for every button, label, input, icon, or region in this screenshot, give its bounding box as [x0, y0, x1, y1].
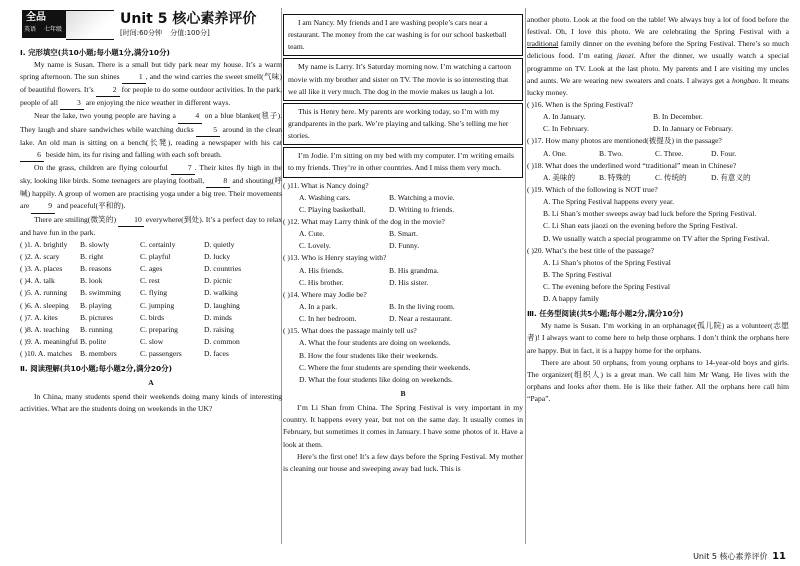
italic-word: hongbao [732, 75, 759, 85]
option: D. In January or February. [653, 124, 734, 134]
box-text: This is Henry here. My parents are working today, so I’m with my grandparents in the park. We’re playing and talking. She’s telling me her stories. [288, 106, 509, 141]
section-title: Ⅰ. 完形填空(共10小题;每小题1分,满分10分) [20, 48, 170, 57]
option: A. What the four students are doing on weekends. [299, 338, 451, 348]
passage-paragraph [20, 110, 282, 162]
option: B. swimming [80, 288, 121, 298]
option-row [20, 348, 282, 360]
badge-brand: 全品 [26, 12, 46, 23]
option: C. 传统的 [655, 172, 687, 182]
passage-text: are enjoying the nice weather in different ways. [83, 98, 231, 108]
option: A. Washing cars. [299, 192, 351, 202]
page-footer [693, 551, 786, 562]
option-row [527, 172, 789, 184]
exam-score: 分值:100分] [170, 29, 210, 37]
option: C. certainly [140, 239, 176, 249]
answer-blank: 9 [31, 200, 55, 213]
option: B. playing [80, 300, 112, 310]
option: B. slowly [80, 239, 110, 249]
option: A. In January. [543, 112, 586, 122]
question: ( )16. When is the Spring Festival? [527, 99, 633, 109]
option: ( )10. A. matches [20, 349, 73, 359]
option: ( )1. A. brightly [20, 239, 68, 249]
option: D. raising [204, 324, 234, 334]
option: B. members [80, 349, 117, 359]
option: D. minds [204, 312, 232, 322]
passage-paragraph: I’m Li Shan from China. The Spring Festival is very important in my country. It happens every year, but not on the same day. It usually comes in February, but sometimes it comes in January. I have some photos of it. Have a look at them. [283, 403, 523, 449]
option: A. The Spring Festival happens every year. [543, 197, 675, 207]
passage-paragraph: There are about 50 orphans, from young orphans to 14-year-old boys and girls. The organizer(组织人) is a great man. We call him Mr Wang. He lives with the orphans and looks after them. He is like their father. All the orphans here call him “Papa”. [527, 357, 789, 404]
passage-text: for people to do some outdoor activities. In the park, people of all [20, 85, 282, 108]
option-row [527, 148, 789, 160]
page-number: 11 [772, 551, 786, 562]
option: B. Two. [599, 148, 624, 158]
passage-text: . It means lucky money. [527, 75, 790, 97]
box-text: I’m Jodie. I’m sitting on my bed with my computer. I’m writing emails to my friends. They’re in other countries. And I miss them very much. [288, 151, 514, 173]
option: B. pictures [80, 312, 113, 322]
student-boxes [283, 14, 523, 178]
option: B. look [80, 276, 103, 286]
option: B. running [80, 324, 113, 334]
question: ( )11. What is Nancy doing? [283, 180, 369, 190]
option: C. flying [140, 288, 168, 298]
option-row [283, 228, 523, 240]
option: B. Li Shan’s mother sweeps away bad luck before the Spring Festival. [543, 209, 757, 219]
option: D. common [204, 336, 240, 346]
answer-blank: 4 [178, 110, 202, 123]
passage-text: beside him, its fur rising and falling with each soft breath. [44, 149, 222, 159]
option-row [527, 123, 789, 135]
student-box [283, 103, 523, 145]
option: B. right [80, 251, 104, 261]
question: ( )12. What may Larry think of the dog in the movie? [283, 216, 445, 226]
section-title: Ⅲ. 任务型阅读(共5小题;每小题2分,满分10分) [527, 309, 684, 319]
option: B. Smart. [389, 229, 418, 239]
questions-b [527, 99, 789, 184]
passage-label: B [400, 388, 406, 398]
passage-paragraph [527, 14, 789, 99]
option-row [283, 204, 523, 216]
answer-blank: 2 [96, 84, 120, 97]
option: D. We usually watch a special programme on TV after the Spring Festival. [543, 233, 770, 243]
option: ( )2. A. scary [20, 251, 60, 261]
option: A. His friends. [299, 265, 344, 275]
questions-a [283, 180, 523, 326]
answer-blank: 5 [196, 124, 220, 137]
exam-meta [120, 28, 210, 39]
publisher-badge [22, 10, 66, 38]
option-row [283, 277, 523, 289]
option: ( )4. A. talk [20, 276, 55, 286]
exam-time: [时间:60分钟 [120, 29, 162, 37]
passage-label: A [148, 378, 154, 388]
question: ( )18. What does the underlined word “traditional” mean in Chinese? [527, 160, 737, 170]
question-options [527, 257, 789, 306]
option: D. Writing to friends. [389, 204, 455, 214]
option: ( )3. A. places [20, 264, 63, 274]
passage-text: on a blue blanket(毯子). They laugh and share sandwiches while watching ducks [20, 111, 282, 134]
student-box [283, 14, 523, 56]
option: C. ages [140, 264, 163, 274]
column-left [20, 0, 282, 415]
passage-paragraph [20, 214, 282, 239]
option: D. 有意义的 [711, 172, 751, 182]
option: B. How the four students like their weekends. [299, 350, 438, 360]
answer-blank: 1 [122, 71, 146, 84]
option: D. Four. [711, 148, 737, 158]
badge-grade: 七年级 [44, 26, 63, 33]
student-box [283, 147, 523, 177]
passage-text: , and the wind carries the sweet smell(气味) of beautiful flowers. It’s [20, 71, 282, 95]
option: C. In her bedroom. [299, 314, 357, 324]
badge-ribbon [66, 10, 114, 40]
option-row [20, 287, 282, 299]
footer-label: Unit 5 核心素养评价 [693, 552, 768, 561]
passage-text: . After the dinner, we usually watch a special programme on TV. Look at the last photo. My parents and I are visiting my uncles and aunts. We are wearing new sweaters and coats. I always get a [527, 51, 789, 85]
option: C. passengers [140, 349, 182, 359]
section-title: Ⅱ. 阅读理解(共10小题;每小题2分,满分20分) [20, 364, 172, 374]
cloze-passage [20, 59, 282, 239]
option-row [527, 111, 789, 123]
passage-text: . Their kites fly high in the sky, looking like birds. Some teenagers are playing football, [20, 162, 283, 186]
passage-text: Near the lake, two young people are having a [34, 111, 179, 121]
option: A. Li Shan’s photos of the Spring Festival [543, 257, 671, 267]
page-title: Unit 5 核心素养评价 [120, 11, 257, 27]
passage-text: family dinner on the evening before the Spring Festival. There’s so much delicious food. I’m eating [527, 39, 789, 61]
option-row [20, 336, 282, 348]
answer-blank: 7 [171, 162, 195, 175]
option: ( )6. A. sleeping [20, 300, 69, 310]
option: D. What the four students like doing on weekends. [299, 374, 453, 384]
question: ( )15. What does the passage mainly tell us? [283, 326, 417, 336]
option: A. Cute. [299, 229, 325, 239]
passage-intro: In China, many students spend their weekends doing many kinds of interesting activities. What are the students doing on weekends in the UK? [20, 392, 282, 414]
option: D. lucky [204, 251, 231, 261]
option: B. His grandma. [389, 265, 439, 275]
option-row [283, 265, 523, 277]
option: C. playful [140, 251, 171, 261]
option: B. The Spring Festival [543, 269, 612, 279]
question: ( )17. How many photos are mentioned(被提及) in the passage? [527, 136, 722, 146]
option: B. polite [80, 336, 107, 346]
option: B. Watching a movie. [389, 192, 455, 202]
option-row [20, 275, 282, 287]
option: D. His sister. [389, 277, 429, 287]
student-box [283, 58, 523, 100]
box-text: I am Nancy. My friends and I are washing people’s cars near a restaurant. The money from the car washing is for our school basketball team. [288, 18, 507, 52]
option: C. Lovely. [299, 241, 331, 251]
column-divider [525, 8, 526, 544]
option: C. rest [140, 276, 160, 286]
option: D. Funny. [389, 241, 420, 251]
option: D. A happy family [543, 294, 600, 304]
cloze-options [20, 239, 282, 360]
column-middle [283, 14, 523, 475]
box-text: My name is Larry. It’s Saturday morning now. I’m watching a cartoon movie with my brother and sister on TV. The movie is so interesting that we all like it very much. The dog in the movie makes us laugh a lot. [288, 62, 512, 96]
column-right [527, 14, 789, 405]
question: ( )20. What’s the best title of the passage? [527, 245, 655, 255]
option-row [20, 263, 282, 275]
option-row [20, 324, 282, 336]
passage-text: another photo. Look at the food on the table! We always buy a lot of food before the festival. Oh, I love this photo. We are celebrating the Spring Festival with a [527, 15, 789, 37]
question: ( )14. Where may Jodie be? [283, 289, 367, 299]
option: C. His brother. [299, 277, 344, 287]
passage-text: everywhere(到处). It’s a perfect day to relax and have fun in the park. [20, 214, 283, 237]
badge-subject: 英语 [24, 26, 37, 33]
option: A. One. [543, 148, 567, 158]
option: ( )8. A. teaching [20, 324, 70, 334]
option: C. The evening before the Spring Festival [543, 282, 671, 292]
answer-blank: 6 [20, 149, 44, 162]
option: C. Three. [655, 148, 684, 158]
option: ( )9. A. meaningful [20, 336, 78, 346]
passage-paragraph: My name is Susan. I’m working in an orphanage(孤儿院) as a volunteer(志愿者)! I always want to come here to help those orphans. I don’t think the orphans here are happy. But in fact, it is a happy home for the orphans. [527, 321, 789, 355]
passage-text: My name is Susan. There is a small but tidy park near my house. It’s a warm spring afternoon. The sun shines [20, 59, 282, 81]
passage-text: On the grass, children are flying colourful [34, 162, 171, 172]
passage-paragraph: Here’s the first one! It’s a few days before the Spring Festival. My mother is cleaning our house and sweeping away bad luck. This is [283, 451, 523, 473]
option-row [20, 239, 282, 251]
option: A. In a park. [299, 301, 338, 311]
option-row [20, 312, 282, 324]
option: C. preparing [140, 324, 178, 334]
option: B. 特殊的 [599, 172, 631, 182]
option: D. faces [204, 349, 229, 359]
option: C. jumping [140, 300, 175, 310]
option: C. slow [140, 336, 164, 346]
option-row [283, 313, 523, 325]
passage-text: and shouting(呼喊) happily. A group of women are practising yoga under a big tree. Their movements are [20, 176, 282, 211]
option: D. walking [204, 288, 238, 298]
option: D. laughing [204, 300, 240, 310]
question: ( )13. Who is Henry staying with? [283, 253, 387, 263]
passage-text: and peaceful(平和的). [55, 201, 126, 211]
option: B. In the living room. [389, 301, 455, 311]
page-header [20, 0, 282, 44]
passage-text: around in the clean lake. An old man is sitting on a bench(长凳), reading a newspaper with his cat [20, 124, 283, 147]
option: D. quietly [204, 239, 235, 249]
option: D. Near a restaurant. [389, 314, 453, 324]
option: D. countries [204, 264, 242, 274]
option: C. Li Shan eats jiaozi on the evening before the Spring Festival. [543, 221, 738, 231]
option: C. In February. [543, 124, 589, 134]
option: D. picnic [204, 276, 232, 286]
answer-blank: 10 [118, 214, 144, 227]
option: A. 美味的 [543, 172, 576, 182]
option: B. In December. [653, 112, 703, 122]
question: ( )19. Which of the following is NOT true? [527, 184, 658, 194]
passage-paragraph [20, 162, 282, 214]
option: B. reasons [80, 264, 112, 274]
option-row [283, 192, 523, 204]
option: C. birds [140, 312, 165, 322]
question-options [527, 196, 789, 245]
option-row [283, 240, 523, 252]
option: C. Where the four students are spending their weekends. [299, 362, 471, 372]
passage-text: There are smiling(微笑的) [34, 214, 119, 224]
option: C. Playing basketball. [299, 204, 366, 214]
option-row [20, 251, 282, 263]
option: ( )7. A. kites [20, 312, 58, 322]
answer-blank: 3 [60, 97, 84, 110]
option-row [20, 300, 282, 312]
option-row [283, 301, 523, 313]
italic-word: jiaozi [616, 51, 634, 61]
underlined-word: traditional [527, 39, 559, 49]
question-options [283, 337, 523, 386]
option: ( )5. A. running [20, 288, 68, 298]
passage-paragraph [20, 59, 282, 111]
answer-blank: 8 [206, 175, 230, 188]
